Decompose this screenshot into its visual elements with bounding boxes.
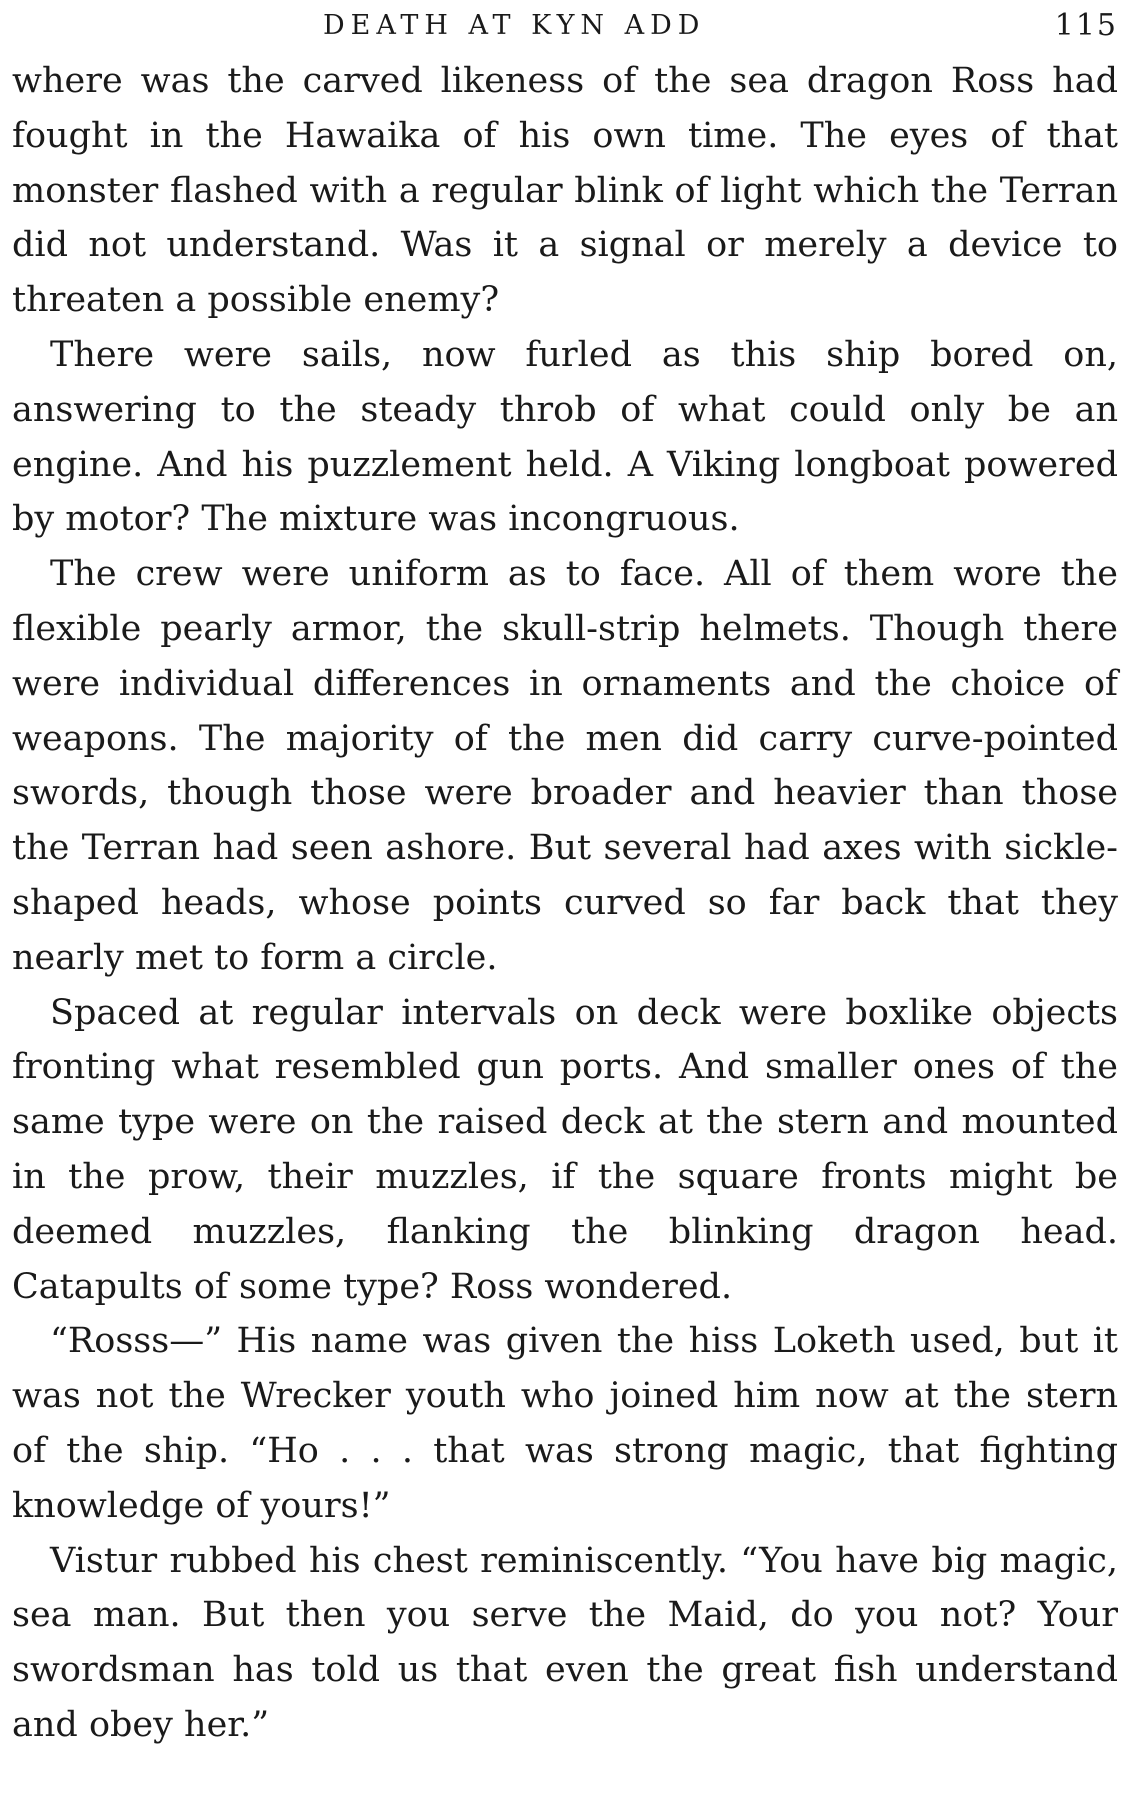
paragraph: “Rosss—” His name was given the hiss Loketh used, but it was not the Wrecker youth who joined him now at the stern of the ship. “Ho . . . that was strong magic, that fighting knowledge of yours!” [12,1321,1118,1526]
paragraph: There were sails, now furled as this ship bored on, answering to the steady throb of what could only be an engine. And his puzzlement held. A Viking longboat powered by motor? The mixture was incongruous. [12,334,1118,540]
running-title: DEATH AT KYN ADD [323,10,706,41]
paragraph: Spaced at regular intervals on deck were boxlike objects fronting what resembled gun ports. And smaller ones of the same type were on the raised deck at the stern and mounted in the prow, their muzzles, if the square fronts might be deemed muzzles, flanking the blinking dragon head. Catapults of some type? Ross wondered. [12,992,1118,1307]
running-head [0,6,1126,46]
paragraph-continued: where was the carved likeness of the sea dragon Ross had fought in the Hawaika of his own time. The eyes of that monster flashed with a regular blink of light which the Terran did not understand. Was it a signal or merely a device to threaten a possible enemy? [12,61,1118,321]
body-text [12,54,1118,1753]
page-number: 115 [1054,8,1118,43]
paragraph: The crew were uniform as to face. All of them wore the flexible pearly armor, the skull-strip helmets. Though there were individual differences in ornaments and the choice of weapons. The majority of the men did carry curve-pointed swords, though those were broader and heavier than those the Terran had seen ashore. But several had axes with sickle-shaped heads, whose points curved so far back that they nearly met to form a circle. [12,554,1118,978]
paragraph: Vistur rubbed his chest reminiscently. “You have big magic, sea man. But then you serve the Maid, do you not? Your swordsman has told us that even the great fish understand and obey her.” [12,1540,1118,1745]
